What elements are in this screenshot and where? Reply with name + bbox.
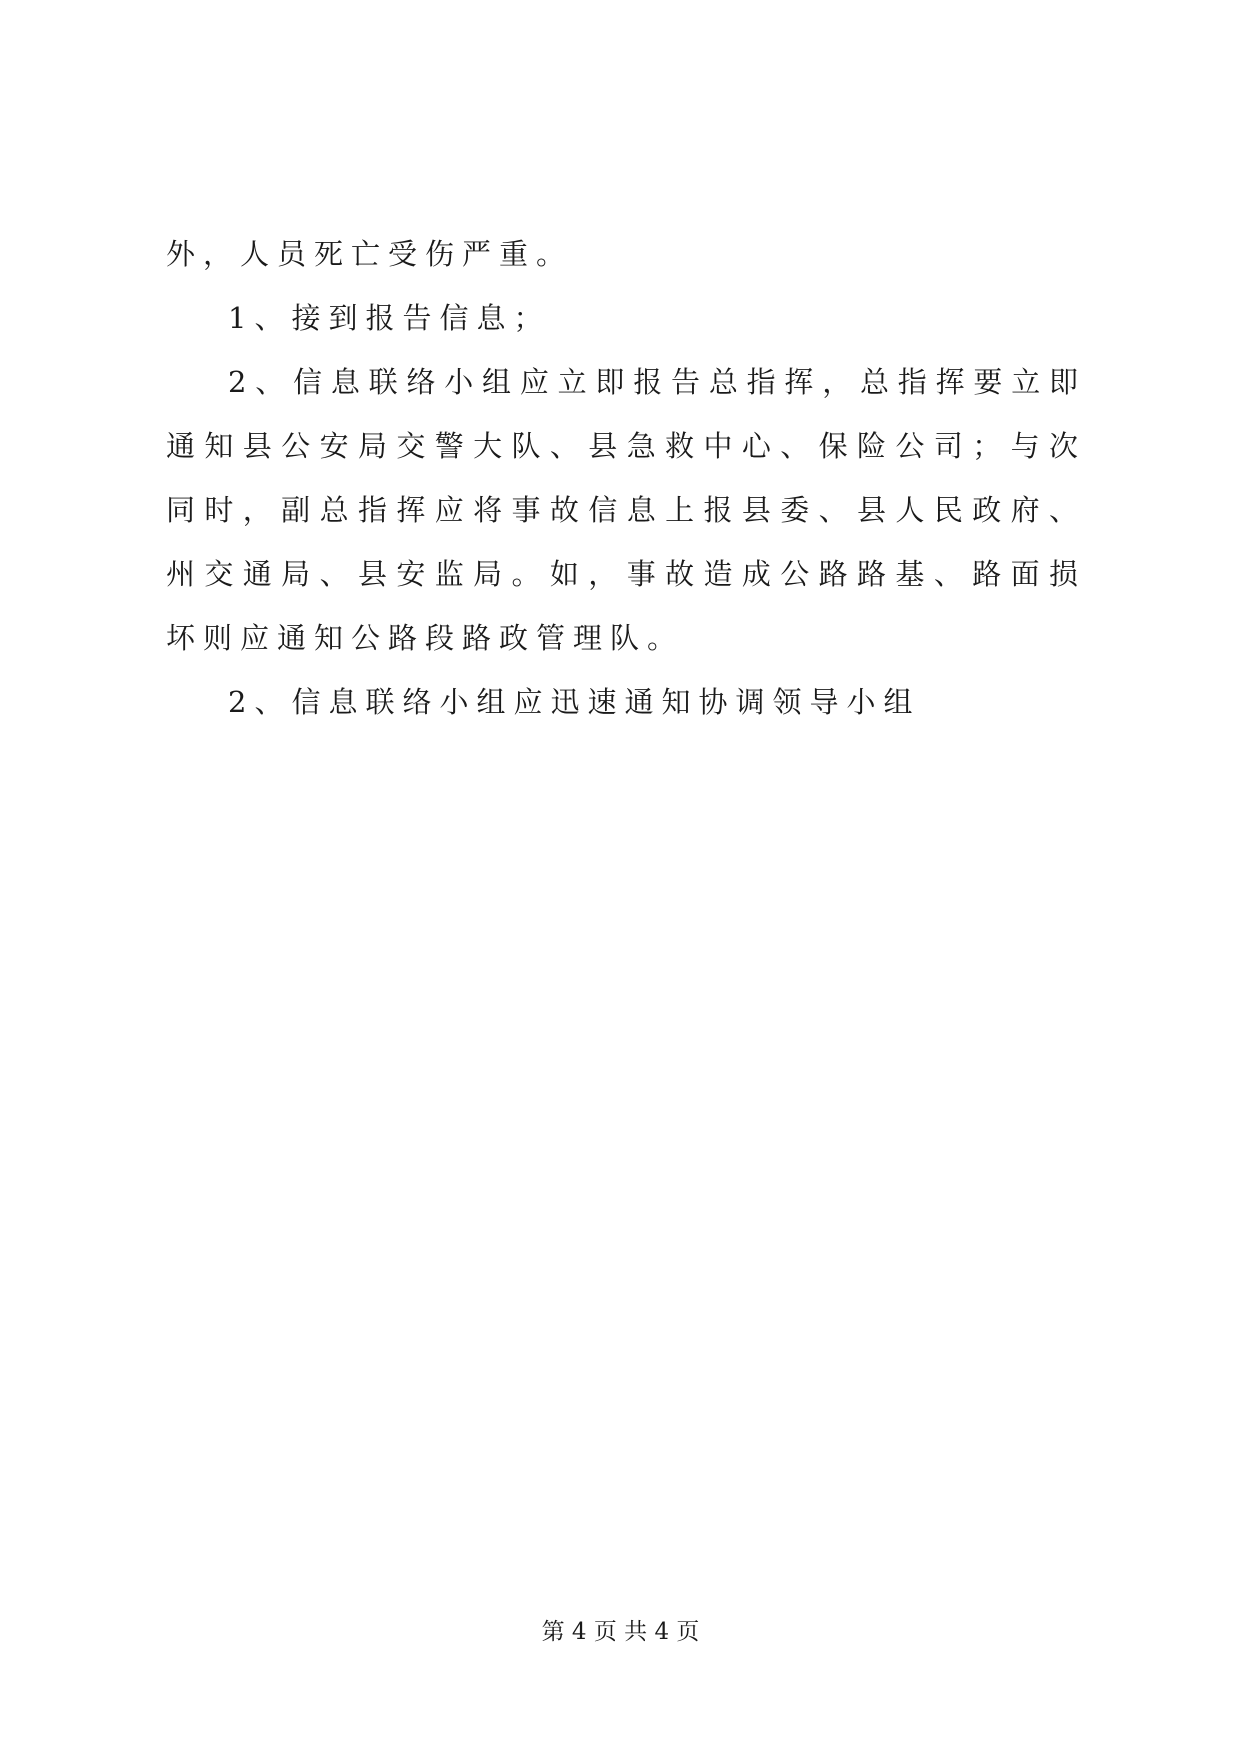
page-footer <box>0 1617 1241 1647</box>
page-number-label: 第 4 页 共 4 页 <box>541 1619 700 1645</box>
paragraph-step-2: 2、信息联络小组应立即报告总指挥，总指挥要立即通知县公安局交警大队、县急救中心、保险公司；与次同时，副总指挥应将事故信息上报县委、县人民政府、州交通局、县安监局。如，事故造成公路路基、路面损坏则应通知公路段路政管理队。 <box>166 365 1086 655</box>
paragraph-continuation: 外，人员死亡受伤严重。 <box>166 237 574 271</box>
paragraph-step-2-notify: 2、信息联络小组应迅速通知协调领导小组 <box>228 685 921 719</box>
document-body <box>166 222 1086 734</box>
paragraph-step-1: 1、接到报告信息； <box>228 301 551 335</box>
